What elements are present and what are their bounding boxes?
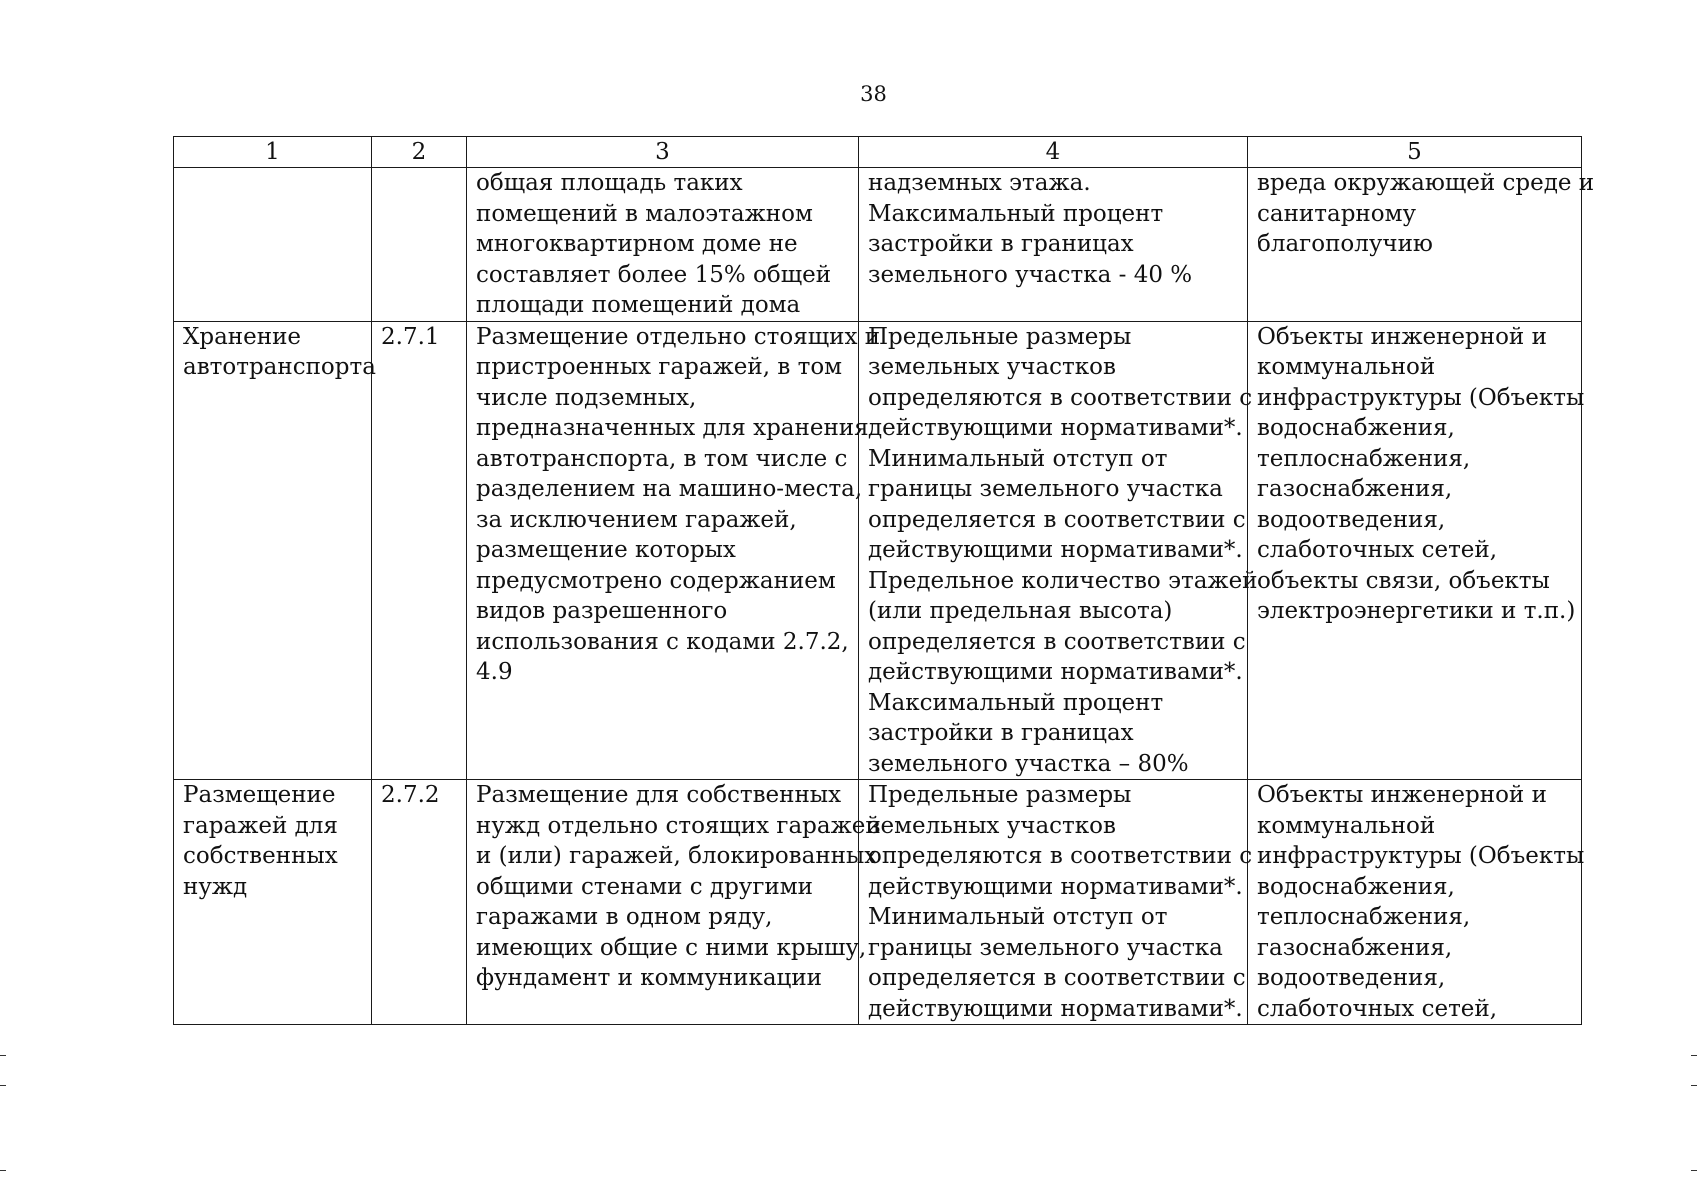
cell-text-line: Предельные размеры — [868, 782, 1132, 808]
column-number-5: 5 — [1248, 137, 1582, 168]
table-row — [174, 780, 1582, 1025]
use-type-code-cell: 2.7.1 — [372, 321, 467, 780]
cell-text-line: объекты связи, объекты — [1257, 567, 1550, 594]
cell-text-line: имеющих общие с ними крышу, — [476, 934, 867, 961]
cell-text-line: предусмотрено содержанием — [476, 567, 836, 594]
cell-text-line: границы земельного участка — [868, 934, 1223, 961]
cell-text-line: Объекты инженерной и — [1257, 782, 1547, 808]
cell-text-line: (или предельная высота) — [868, 598, 1173, 624]
cell-text-line: надземных этажа. — [868, 170, 1091, 196]
cell-text-line: определяется в соответствии с — [868, 628, 1246, 655]
land-use-regulations-table — [173, 136, 1595, 1025]
cell-text-line: слаботочных сетей, — [1257, 537, 1498, 563]
use-type-code-cell — [372, 168, 467, 322]
cell-text-line: коммунальной — [1257, 354, 1436, 380]
cell-text-line: Минимальный отступ от — [868, 445, 1168, 472]
table-row — [174, 321, 1582, 780]
cell-text-line: водоснабжения, — [1257, 873, 1455, 900]
scan-edge-mark — [0, 1055, 6, 1056]
cell-text-line: теплоснабжения, — [1257, 445, 1471, 472]
cell-text-line: Размещение — [183, 782, 336, 808]
cell-text-line: благополучию — [1257, 231, 1433, 257]
cell-text-line: земельного участка – 80% — [868, 750, 1189, 777]
scan-edge-mark — [1691, 1085, 1697, 1086]
cell-text-line: фундамент и коммуникации — [476, 965, 822, 991]
cell-text-line: водоотведения, — [1257, 965, 1446, 991]
column-number-1: 1 — [174, 137, 372, 168]
cell-text-line: Хранение — [183, 323, 302, 350]
auxiliary-uses-cell — [1248, 321, 1585, 780]
use-type-code-cell: 2.7.2 — [372, 780, 467, 1025]
cell-text-line: земельных участков — [868, 354, 1116, 380]
cell-text-line: Предельное количество этажей — [868, 567, 1258, 594]
use-type-name-cell — [174, 780, 372, 1025]
cell-text-line: за исключением гаражей, — [476, 506, 797, 533]
cell-text-line: действующими нормативами*. — [868, 873, 1243, 900]
cell-text-line: определяются в соответствии с — [868, 843, 1253, 869]
cell-text-line: размещение которых — [476, 537, 736, 563]
cell-text-line: газоснабжения, — [1257, 934, 1453, 961]
cell-text-line: действующими нормативами*. — [868, 659, 1243, 685]
cell-text-line: земельных участков — [868, 812, 1116, 839]
construction-parameters-cell — [859, 780, 1253, 1025]
cell-text-line: Максимальный процент — [868, 689, 1164, 716]
auxiliary-uses-cell — [1248, 168, 1595, 322]
cell-text-line: помещений в малоэтажном — [476, 200, 813, 227]
cell-text-line: определяется в соответствии с — [868, 965, 1246, 991]
column-number-4: 4 — [859, 137, 1248, 168]
cell-text-line: действующими нормативами*. — [868, 995, 1243, 1022]
column-number-2: 2 — [372, 137, 467, 168]
cell-text-line: автотранспорта — [183, 354, 376, 380]
cell-text-line: и (или) гаражей, блокированных — [476, 843, 878, 869]
cell-text-line: водоотведения, — [1257, 506, 1446, 533]
page-number: 38 — [860, 82, 887, 106]
cell-text-line: площади помещений дома — [476, 292, 801, 318]
cell-text-line: санитарному — [1257, 200, 1417, 227]
header-row — [174, 137, 1582, 168]
cell-text-line: земельного участка - 40 % — [868, 261, 1193, 288]
use-type-description-cell — [467, 168, 859, 322]
cell-text-line: нужд отдельно стоящих гаражей — [476, 812, 881, 839]
cell-text-line: границы земельного участка — [868, 476, 1223, 502]
cell-text-line: Предельные размеры — [868, 323, 1132, 350]
cell-text-line: гаражей для — [183, 812, 338, 839]
cell-text-line: гаражами в одном ряду, — [476, 904, 773, 930]
cell-text-line: числе подземных, — [476, 384, 697, 411]
use-type-description-cell — [467, 321, 881, 780]
cell-text-line: действующими нормативами*. — [868, 415, 1243, 441]
construction-parameters-cell — [859, 321, 1258, 780]
cell-text-line: определяются в соответствии с — [868, 384, 1253, 411]
table-row — [174, 168, 1582, 322]
cell-text-line: составляет более 15% общей — [476, 261, 832, 288]
cell-text-line: Объекты инженерной и — [1257, 323, 1547, 350]
cell-text-line: разделением на машино-места, — [476, 476, 863, 502]
cell-text-line: застройки в границах — [868, 720, 1134, 746]
cell-text-line: действующими нормативами*. — [868, 537, 1243, 563]
scan-edge-mark — [1691, 1055, 1697, 1056]
cell-text-line: пристроенных гаражей, в том — [476, 354, 843, 380]
cell-text-line: электроэнергетики и т.п.) — [1257, 598, 1576, 624]
cell-text-line: автотранспорта, в том числе с — [476, 445, 848, 472]
scan-edge-mark — [0, 1085, 6, 1086]
cell-text-line: водоснабжения, — [1257, 415, 1455, 441]
column-number-3: 3 — [467, 137, 859, 168]
use-type-name-cell — [174, 321, 376, 780]
cell-text-line: нужд — [183, 873, 248, 900]
cell-text-line: инфраструктуры (Объекты — [1257, 843, 1585, 869]
cell-text-line: Максимальный процент — [868, 200, 1164, 227]
cell-text-line: использования с кодами 2.7.2, — [476, 628, 849, 655]
cell-text-line: вреда окружающей среде и — [1257, 170, 1595, 196]
table-header — [174, 137, 1582, 168]
auxiliary-uses-cell — [1248, 780, 1585, 1025]
cell-text-line: газоснабжения, — [1257, 476, 1453, 502]
cell-text-line: предназначенных для хранения — [476, 415, 869, 441]
cell-text-line: Минимальный отступ от — [868, 904, 1168, 930]
cell-text-line: общими стенами с другими — [476, 873, 813, 900]
cell-text-line: застройки в границах — [868, 231, 1134, 257]
scan-edge-mark — [0, 1170, 6, 1171]
cell-text-line: многоквартирном доме не — [476, 231, 798, 257]
cell-text-line: слаботочных сетей, — [1257, 995, 1498, 1022]
cell-text-line: определяется в соответствии с — [868, 506, 1246, 533]
cell-text-line: инфраструктуры (Объекты — [1257, 384, 1585, 411]
cell-text-line: 4.9 — [476, 659, 513, 685]
cell-text-line: Размещение отдельно стоящих и — [476, 323, 881, 350]
construction-parameters-cell — [859, 168, 1248, 322]
cell-text-line: общая площадь таких — [476, 170, 743, 196]
cell-text-line: Размещение для собственных — [476, 782, 842, 808]
scan-edge-mark — [1691, 1170, 1697, 1171]
use-type-name-cell — [174, 168, 372, 322]
cell-text-line: видов разрешенного — [476, 598, 728, 624]
cell-text-line: собственных — [183, 843, 338, 869]
use-type-description-cell — [467, 780, 881, 1025]
cell-text-line: коммунальной — [1257, 812, 1436, 839]
cell-text-line: теплоснабжения, — [1257, 904, 1471, 930]
